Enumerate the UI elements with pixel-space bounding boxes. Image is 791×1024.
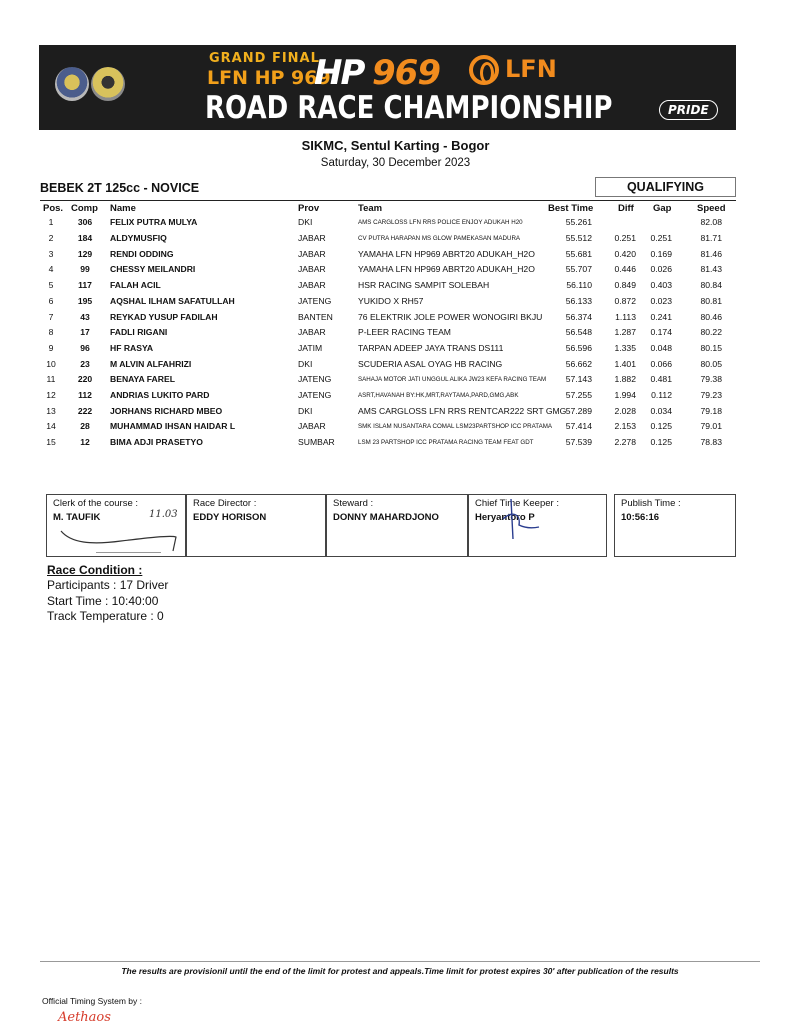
name-cell: BIMA ADJI PRASETYO xyxy=(110,437,203,447)
team-cell: LSM 23 PARTSHOP ICC PRATAMA RACING TEAM FEAT GDT xyxy=(358,438,534,446)
gap-cell: 0.174 xyxy=(650,327,672,337)
speed-cell: 79.38 xyxy=(700,374,722,384)
table-row xyxy=(0,359,791,375)
team-cell: SMK ISLAM NUSANTARA COMAL LSM23PARTSHOP ICC PRATAMA xyxy=(358,422,553,430)
table-row xyxy=(0,264,791,280)
prov-cell: DKI xyxy=(298,359,313,369)
publish-role: Publish Time : xyxy=(621,498,681,509)
comp-cell: 184 xyxy=(77,233,93,243)
name-cell: ANDRIAS LUKITO PARD xyxy=(110,390,210,400)
steward-name: DONNY MAHARDJONO xyxy=(333,512,439,523)
diff-cell: 0.446 xyxy=(614,264,636,274)
diff-cell: 1.335 xyxy=(614,343,636,353)
col-diff: Diff xyxy=(618,203,634,214)
team-cell: AMS CARGLOSS LFN RRS RENTCAR222 SRT GMG xyxy=(358,406,567,416)
team-cell: ASRT,HAVANAH BY:HK,MRT,RAYTAMA,PARD,GMG,ABK xyxy=(358,391,519,399)
table-row xyxy=(0,296,791,312)
publish-box xyxy=(614,494,736,557)
diff-cell: 2.153 xyxy=(614,421,636,431)
prov-cell: JATENG xyxy=(298,390,332,400)
prov-cell: DKI xyxy=(298,406,313,416)
pos-cell: 4 xyxy=(48,264,54,274)
col-prov: Prov xyxy=(298,203,320,214)
clerk-note: 11.03 xyxy=(149,509,178,520)
best-time-cell: 56.596 xyxy=(565,343,592,353)
name-cell: REYKAD YUSUP FADILAH xyxy=(110,312,218,322)
comp-cell: 129 xyxy=(77,249,93,259)
best-time-cell: 56.133 xyxy=(565,296,592,306)
best-time-cell: 56.374 xyxy=(565,312,592,322)
name-cell: FADLI RIGANI xyxy=(110,327,168,337)
col-speed: Speed xyxy=(697,203,726,214)
name-cell: MUHAMMAD IHSAN HAIDAR L xyxy=(110,421,236,431)
table-row xyxy=(0,249,791,265)
association-logo xyxy=(91,67,125,101)
table-row xyxy=(0,390,791,406)
series-label: LFN HP 969 xyxy=(207,67,331,89)
steward-role: Steward : xyxy=(333,498,374,509)
comp-cell: 23 xyxy=(80,359,90,369)
gap-cell: 0.125 xyxy=(650,421,672,431)
pos-cell: 10 xyxy=(46,359,56,369)
comp-cell: 195 xyxy=(77,296,93,306)
pos-cell: 6 xyxy=(48,296,54,306)
best-time-cell: 57.414 xyxy=(565,421,592,431)
championship-title: ROAD RACE CHAMPIONSHIP xyxy=(205,90,613,126)
table-row xyxy=(0,343,791,359)
comp-cell: 99 xyxy=(80,264,90,274)
speed-cell: 80.84 xyxy=(700,280,722,290)
pos-cell: 1 xyxy=(48,217,54,227)
comp-cell: 12 xyxy=(80,437,90,447)
prov-cell: JATENG xyxy=(298,374,332,384)
best-time-cell: 56.110 xyxy=(566,280,592,290)
team-cell: AMS CARGLOSS LFN RRS POLICE ENJOY ADUKAH H20 xyxy=(358,218,523,226)
clerk-box xyxy=(46,494,186,557)
director-box xyxy=(186,494,326,557)
speed-cell: 80.46 xyxy=(700,312,722,322)
best-time-cell: 55.512 xyxy=(565,233,592,243)
name-cell: ALDYMUSFIQ xyxy=(110,233,167,243)
header-divider xyxy=(40,200,736,201)
speed-cell: 80.15 xyxy=(700,343,722,353)
comp-cell: 112 xyxy=(78,390,92,400)
lfn-logo-icon xyxy=(469,55,499,85)
gap-cell: 0.481 xyxy=(650,374,672,384)
best-time-cell: 55.707 xyxy=(565,264,592,274)
pos-cell: 14 xyxy=(46,421,56,431)
team-cell: YUKIDO X RH57 xyxy=(358,296,424,306)
name-cell: FALAH ACIL xyxy=(110,280,161,290)
pos-cell: 11 xyxy=(46,374,56,384)
header-banner xyxy=(39,45,736,130)
table-row xyxy=(0,312,791,328)
pos-cell: 13 xyxy=(46,406,56,416)
gap-cell: 0.048 xyxy=(650,343,672,353)
participants: Participants : 17 Driver xyxy=(47,578,169,592)
name-cell: HF RASYA xyxy=(110,343,154,353)
table-row xyxy=(0,280,791,296)
grand-final-label: GRAND FINAL xyxy=(209,51,320,66)
diff-cell: 2.028 xyxy=(614,406,636,416)
gap-cell: 0.403 xyxy=(650,280,672,290)
best-time-cell: 57.539 xyxy=(565,437,592,447)
comp-cell: 220 xyxy=(77,374,93,384)
name-cell: BENAYA FAREL xyxy=(110,374,175,384)
pos-cell: 3 xyxy=(48,249,54,259)
pos-cell: 5 xyxy=(48,280,54,290)
event-venue: SIKMC, Sentul Karting - Bogor xyxy=(301,138,490,153)
director-name: EDDY HORISON xyxy=(193,512,267,523)
speed-cell: 80.81 xyxy=(700,296,722,306)
pos-cell: 15 xyxy=(46,437,56,447)
brand-969: 969 xyxy=(372,53,440,93)
diff-cell: 1.287 xyxy=(614,327,636,337)
best-time-cell: 56.662 xyxy=(565,359,592,369)
prov-cell: JABAR xyxy=(298,264,326,274)
name-cell: RENDI ODDING xyxy=(110,249,174,259)
comp-cell: 17 xyxy=(80,327,90,337)
sponsor-logo: PRIDE xyxy=(659,100,718,120)
team-cell: YAMAHA LFN HP969 ABRT20 ADUKAH_H2O xyxy=(358,264,535,274)
speed-cell: 79.23 xyxy=(700,390,722,400)
comp-cell: 96 xyxy=(80,343,90,353)
diff-cell: 1.994 xyxy=(614,390,636,400)
speed-cell: 80.05 xyxy=(700,359,722,369)
publish-time: 10:56:16 xyxy=(621,512,660,523)
speed-cell: 81.46 xyxy=(700,249,722,259)
timekeeper-role: Chief Time Keeper : xyxy=(475,498,559,509)
col-best-time: Best Time xyxy=(548,203,594,214)
diff-cell: 0.849 xyxy=(614,280,636,290)
diff-cell: 1.113 xyxy=(615,312,636,322)
timing-system-label: Official Timing System by : xyxy=(42,996,142,1006)
diff-cell: 0.420 xyxy=(614,249,636,259)
col-pos: Pos. xyxy=(43,203,64,214)
event-date: Saturday, 30 December 2023 xyxy=(320,157,471,169)
clerk-role: Clerk of the course : xyxy=(53,498,139,509)
brand-hp: HP xyxy=(314,53,364,93)
pos-cell: 12 xyxy=(46,390,56,400)
diff-cell: 2.278 xyxy=(614,437,636,447)
speed-cell: 80.22 xyxy=(700,327,722,337)
best-time-cell: 57.143 xyxy=(565,374,592,384)
pos-cell: 7 xyxy=(48,312,54,322)
table-row xyxy=(0,437,791,453)
prov-cell: JABAR xyxy=(298,280,326,290)
team-cell: P-LEER RACING TEAM xyxy=(358,327,451,337)
col-team: Team xyxy=(358,203,383,214)
speed-cell: 78.83 xyxy=(700,437,722,447)
table-row xyxy=(0,217,791,233)
gap-cell: 0.241 xyxy=(650,312,672,322)
diff-cell: 0.872 xyxy=(614,296,636,306)
comp-cell: 117 xyxy=(78,280,92,290)
col-gap: Gap xyxy=(653,203,672,214)
director-role: Race Director : xyxy=(193,498,257,509)
gap-cell: 0.066 xyxy=(650,359,672,369)
table-row xyxy=(0,421,791,437)
prov-cell: JABAR xyxy=(298,421,326,431)
best-time-cell: 57.289 xyxy=(565,406,592,416)
prov-cell: JABAR xyxy=(298,233,326,243)
speed-cell: 81.43 xyxy=(700,264,722,274)
prov-cell: JATENG xyxy=(298,296,332,306)
diff-cell: 1.401 xyxy=(614,359,636,369)
steward-box xyxy=(326,494,468,557)
col-comp: Comp xyxy=(71,203,98,214)
brand-lfn: LFN xyxy=(505,55,557,83)
best-time-cell: 57.255 xyxy=(565,390,592,400)
team-cell: HSR RACING SAMPIT SOLEBAH xyxy=(358,280,490,290)
comp-cell: 28 xyxy=(80,421,90,431)
name-cell: FELIX PUTRA MULYA xyxy=(110,217,198,227)
name-cell: CHESSY MEILANDRI xyxy=(110,264,196,274)
name-cell: AQSHAL ILHAM SAFATULLAH xyxy=(110,296,235,306)
table-row xyxy=(0,233,791,249)
speed-cell: 79.01 xyxy=(700,421,722,431)
prov-cell: JABAR xyxy=(298,249,326,259)
best-time-cell: 55.261 xyxy=(565,217,592,227)
gap-cell: 0.023 xyxy=(650,296,672,306)
team-cell: SAHAJA MOTOR JATI UNGGUL ALIKA JW23 KEFA RACING TEAM xyxy=(358,375,547,383)
track-temperature: Track Temperature : 0 xyxy=(47,609,164,623)
gap-cell: 0.034 xyxy=(650,406,672,416)
comp-cell: 222 xyxy=(77,406,93,416)
pos-cell: 2 xyxy=(48,233,54,243)
team-cell: SCUDERIA ASAL OYAG HB RACING xyxy=(358,359,503,369)
best-time-cell: 55.681 xyxy=(565,249,592,259)
speed-cell: 79.18 xyxy=(700,406,722,416)
gap-cell: 0.026 xyxy=(650,264,672,274)
team-cell: TARPAN ADEEP JAYA TRANS DS111 xyxy=(358,343,504,353)
table-row xyxy=(0,406,791,422)
best-time-cell: 56.548 xyxy=(565,327,592,337)
team-cell: CV PUTRA HARAPAN MS GLOW PAMEKASAN MADURA xyxy=(358,234,521,242)
gap-cell: 0.125 xyxy=(650,437,672,447)
timekeeper-signature xyxy=(499,497,559,542)
prov-cell: BANTEN xyxy=(298,312,333,322)
gap-cell: 0.112 xyxy=(651,390,672,400)
gap-cell: 0.251 xyxy=(650,233,672,243)
team-cell: 76 ELEKTRIK JOLE POWER WONOGIRI BKJU xyxy=(358,312,543,322)
comp-cell: 43 xyxy=(80,312,90,322)
federation-logo xyxy=(55,67,89,101)
speed-cell: 82.08 xyxy=(700,217,722,227)
timekeeper-name: Heryantoro P xyxy=(475,512,535,523)
diff-cell: 0.251 xyxy=(614,233,636,243)
clerk-name: M. TAUFIK xyxy=(53,512,101,523)
class-title: BEBEK 2T 125cc - NOVICE xyxy=(40,181,200,195)
prov-cell: JABAR xyxy=(298,327,326,337)
session-type-badge: QUALIFYING xyxy=(595,177,736,197)
diff-cell: 1.882 xyxy=(614,374,636,384)
pos-cell: 9 xyxy=(48,343,54,353)
prov-cell: JATIM xyxy=(298,343,323,353)
table-row xyxy=(0,374,791,390)
speed-cell: 81.71 xyxy=(700,233,722,243)
comp-cell: 306 xyxy=(77,217,93,227)
protest-disclaimer: The results are provisionil until the end of the limit for protest and appeals.Time limit for protest expires 30' after publication of the results xyxy=(121,966,679,976)
prov-cell: DKI xyxy=(298,217,313,227)
team-cell: YAMAHA LFN HP969 ABRT20 ADUKAH_H2O xyxy=(358,249,535,259)
prov-cell: SUMBAR xyxy=(298,437,335,447)
timing-system-logo: Aethaos xyxy=(58,1010,111,1024)
footer-divider xyxy=(40,961,760,962)
table-row xyxy=(0,327,791,343)
race-condition-title: Race Condition : xyxy=(47,563,143,577)
clerk-signature xyxy=(51,523,186,553)
pos-cell: 8 xyxy=(48,327,54,337)
gap-cell: 0.169 xyxy=(650,249,672,259)
timekeeper-box xyxy=(468,494,607,557)
name-cell: M ALVIN ALFAHRIZI xyxy=(110,359,192,369)
name-cell: JORHANS RICHARD MBEO xyxy=(110,406,223,416)
col-name: Name xyxy=(110,203,136,214)
start-time: Start Time : 10:40:00 xyxy=(47,594,159,608)
